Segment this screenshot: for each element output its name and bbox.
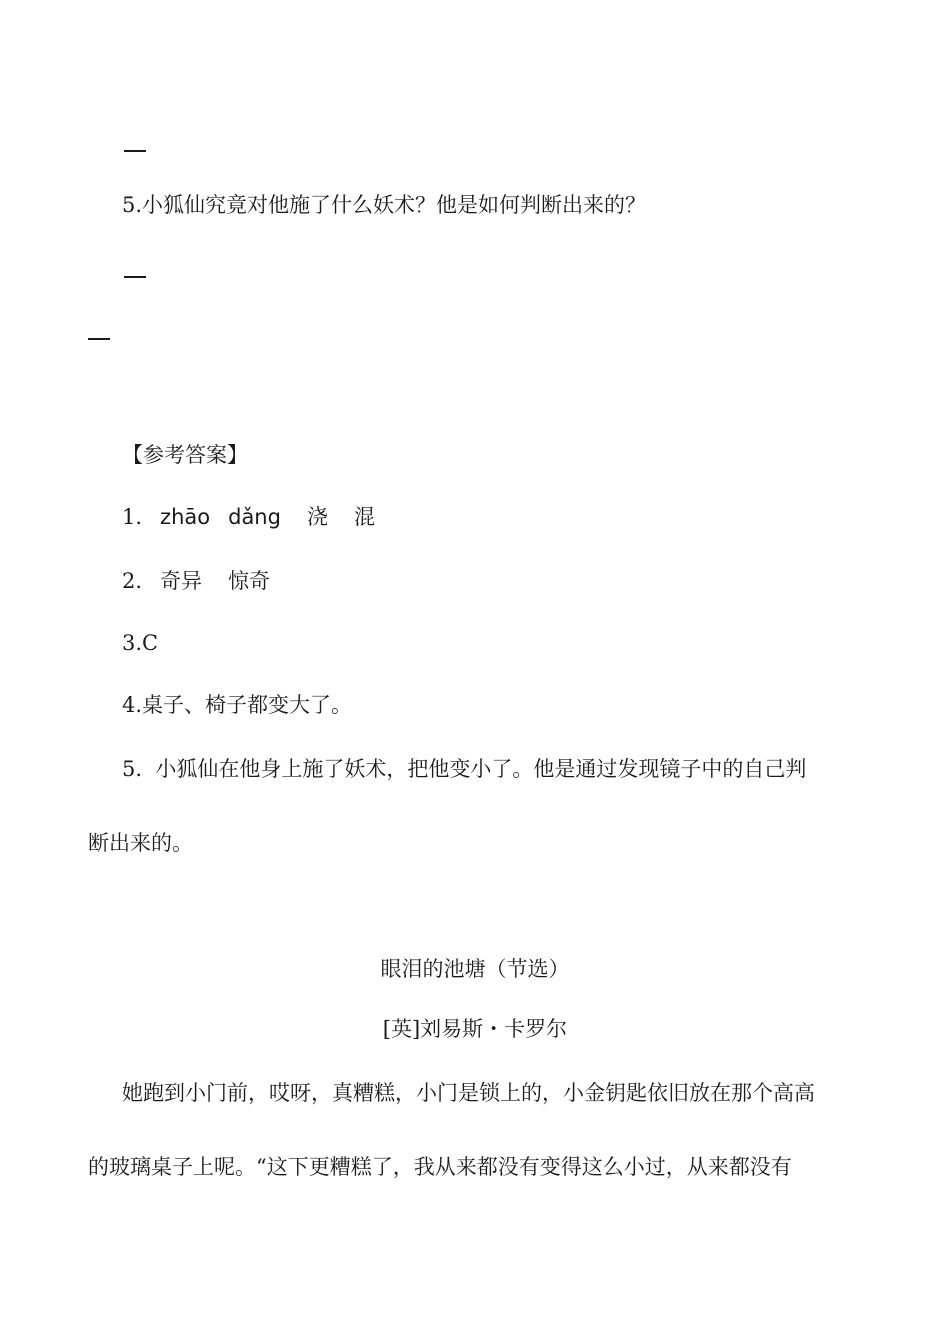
answer-1-pinyin-1: zhāo <box>160 505 211 529</box>
answer-1 <box>122 502 375 532</box>
answer-blank-line <box>124 276 146 278</box>
answer-blank-line <box>124 150 146 152</box>
answer-1-char-1: 浇 <box>306 505 328 529</box>
answers-heading: 【参考答案】 <box>122 443 248 467</box>
passage-paragraph-line-1: 她跑到小门前，哎呀，真糟糕，小门是锁上的，小金钥匙依旧放在那个高高 <box>122 1081 815 1105</box>
answer-1-char-2: 混 <box>353 505 375 529</box>
answer-1-pinyin-2: dǎng <box>228 505 281 529</box>
answer-3: 3.C <box>122 631 159 655</box>
passage-paragraph-line-2: 的玻璃桌子上呢。“这下更糟糕了，我从来都没有变得这么小过，从来都没有 <box>88 1155 792 1179</box>
question-5: 5.小狐仙究竟对他施了什么妖术？他是如何判断出来的？ <box>122 193 647 217</box>
passage-author: [英]刘易斯・卡罗尔 <box>382 1017 568 1041</box>
passage-title: 眼泪的池塘（节选） <box>380 957 570 981</box>
answer-2-word-1: 奇异 <box>160 569 203 593</box>
answer-4: 4.桌子、椅子都变大了。 <box>122 693 353 717</box>
answer-2-number: 2. <box>122 569 143 593</box>
answer-5-line-1: 5. 小狐仙在他身上施了妖术，把他变小了。他是通过发现镜子中的自己判 <box>122 757 807 781</box>
answer-blank-line <box>88 338 110 340</box>
answer-1-number: 1. <box>122 505 143 529</box>
answer-5-line-2: 断出来的。 <box>88 831 193 855</box>
answer-2 <box>122 566 270 596</box>
answer-2-word-2: 惊奇 <box>228 569 271 593</box>
